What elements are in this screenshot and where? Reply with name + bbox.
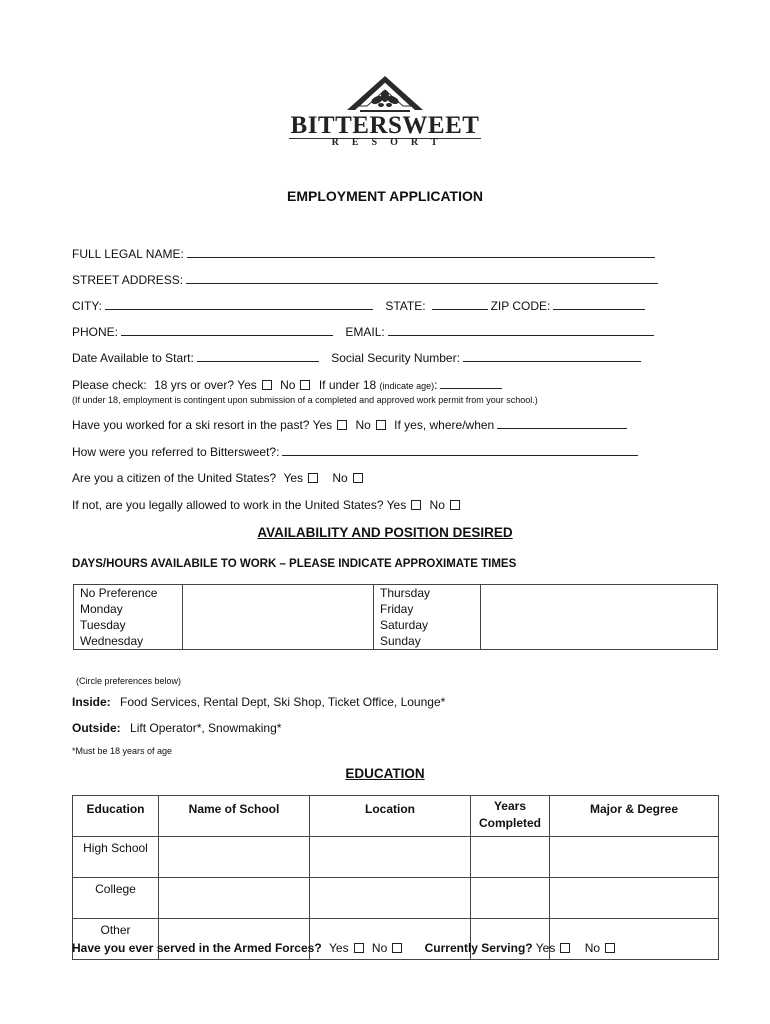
table-row [73, 837, 719, 878]
column-header: Education [73, 796, 159, 837]
full-name-label: FULL LEGAL NAME: [72, 247, 184, 261]
where-when-field[interactable] [497, 417, 627, 429]
mountain-leaf-icon [285, 74, 485, 114]
currently-serving-label: Currently Serving? [424, 941, 533, 955]
resort-logo [285, 74, 485, 154]
serving-yes-label: Yes [535, 941, 556, 955]
day-label: Friday [374, 601, 481, 617]
day-time-cell[interactable] [183, 585, 374, 602]
phone-label: PHONE: [72, 325, 119, 339]
ski-resort-no-label: No [355, 418, 371, 432]
city-field[interactable] [105, 298, 373, 310]
major-cell[interactable] [550, 837, 719, 878]
column-header: Years Completed [471, 796, 550, 837]
location-cell[interactable] [310, 878, 471, 919]
citizen-label: Are you a citizen of the United States? [72, 471, 277, 485]
school-name-cell[interactable] [159, 837, 310, 878]
education-table [72, 795, 719, 960]
day-label: Wednesday [74, 633, 183, 650]
years-cell[interactable] [471, 878, 550, 919]
column-header: Location [310, 796, 471, 837]
serving-no-checkbox[interactable] [605, 943, 615, 953]
years-cell[interactable] [471, 837, 550, 878]
table-row [73, 878, 719, 919]
date-available-label: Date Available to Start: [72, 351, 194, 365]
education-level: High School [73, 837, 159, 878]
age-row: Please check: 18 yrs or over? Yes No If under 18 (indicate age): [72, 377, 505, 392]
armed-forces-yes-checkbox[interactable] [354, 943, 364, 953]
military-row [72, 941, 620, 955]
referred-row [72, 444, 641, 459]
inside-row [72, 695, 445, 709]
days-heading: DAYS/HOURS AVAILABILE TO WORK – PLEASE INDICATE APPROXIMATE TIMES [72, 558, 517, 570]
city-label: CITY: [72, 299, 103, 313]
zip-field[interactable] [553, 298, 645, 310]
full-name-row [72, 246, 658, 261]
armed-forces-no-checkbox[interactable] [392, 943, 402, 953]
day-label: Sunday [374, 633, 481, 650]
ski-resort-yes-checkbox[interactable] [337, 420, 347, 430]
day-time-cell[interactable] [481, 601, 718, 617]
legal-work-label: If not, are you legally allowed to work in the United States? Yes [72, 498, 407, 512]
availability-row [74, 617, 718, 633]
phone-field[interactable] [121, 324, 333, 336]
legal-work-no-label: No [429, 498, 445, 512]
age-18-label: 18 yrs or over? Yes [154, 378, 257, 392]
major-cell[interactable] [550, 878, 719, 919]
citizen-no-label: No [332, 471, 348, 485]
age-18-no-label: No [280, 378, 296, 392]
phone-row [72, 324, 657, 339]
day-time-cell[interactable] [183, 601, 374, 617]
city-row [72, 298, 648, 313]
day-time-cell[interactable] [183, 617, 374, 633]
day-time-cell[interactable] [481, 633, 718, 650]
column-header: Name of School [159, 796, 310, 837]
logo-subtitle: RESORT [331, 137, 451, 148]
street-field[interactable] [186, 272, 658, 284]
street-label: STREET ADDRESS: [72, 273, 184, 287]
day-label: Tuesday [74, 617, 183, 633]
ssn-field[interactable] [463, 350, 641, 362]
school-name-cell[interactable] [159, 878, 310, 919]
outside-positions[interactable]: Lift Operator*, Snowmaking* [130, 721, 282, 735]
if-yes-label: If yes, where/when [394, 418, 495, 432]
education-level: College [73, 878, 159, 919]
referred-label: How were you referred to Bittersweet?: [72, 445, 280, 459]
day-time-cell[interactable] [481, 585, 718, 602]
day-label: Thursday [374, 585, 481, 602]
serving-yes-checkbox[interactable] [560, 943, 570, 953]
citizen-yes-checkbox[interactable] [308, 473, 318, 483]
education-level: Other [73, 919, 159, 960]
outside-row [72, 721, 281, 735]
day-time-cell[interactable] [183, 633, 374, 650]
date-row [72, 350, 644, 365]
inside-positions[interactable]: Food Services, Rental Dept, Ski Shop, Ticket Office, Lounge* [120, 695, 446, 709]
day-label: Saturday [374, 617, 481, 633]
legal-work-no-checkbox[interactable] [450, 500, 460, 510]
state-label: STATE: [385, 299, 426, 313]
location-cell[interactable] [310, 837, 471, 878]
armed-forces-yes-label: Yes [329, 941, 349, 955]
date-available-field[interactable] [197, 350, 319, 362]
ssn-label: Social Security Number: [331, 351, 460, 365]
email-field[interactable] [388, 324, 654, 336]
legal-work-row [72, 498, 465, 512]
ski-resort-no-checkbox[interactable] [376, 420, 386, 430]
state-field[interactable] [432, 298, 488, 310]
age-18-yes-checkbox[interactable] [262, 380, 272, 390]
availability-row [74, 585, 718, 602]
email-label: EMAIL: [345, 325, 385, 339]
armed-forces-no-label: No [371, 941, 388, 955]
referred-field[interactable] [282, 444, 638, 456]
availability-table [73, 584, 718, 650]
under-18-label: If under 18 [318, 378, 377, 392]
ski-resort-row [72, 417, 630, 432]
please-check-label: Please check: [72, 378, 147, 392]
legal-work-yes-checkbox[interactable] [411, 500, 421, 510]
ski-resort-label: Have you worked for a ski resort in the past? Yes [72, 418, 333, 432]
education-header-row [73, 796, 719, 837]
inside-label: Inside: [72, 695, 111, 709]
citizen-no-checkbox[interactable] [353, 473, 363, 483]
street-row [72, 272, 661, 287]
education-heading: EDUCATION [345, 766, 425, 781]
page-title: EMPLOYMENT APPLICATION [287, 188, 483, 204]
day-label: No Preference [74, 585, 183, 602]
under-18-note: (If under 18, employment is contingent upon submission of a completed and approved work permit from your school.) [72, 395, 538, 405]
zip-label: ZIP CODE: [490, 299, 551, 313]
day-time-cell[interactable] [481, 617, 718, 633]
age-field[interactable] [440, 377, 502, 389]
full-name-field[interactable] [187, 246, 655, 258]
indicate-age-label: (indicate age) [379, 381, 435, 391]
citizen-yes-label: Yes [283, 471, 304, 485]
day-label: Monday [74, 601, 183, 617]
age-18-no-checkbox[interactable] [300, 380, 310, 390]
circle-note: (Circle preferences below) [76, 676, 182, 686]
column-header: Major & Degree [550, 796, 719, 837]
age-requirement-note: *Must be 18 years of age [72, 746, 173, 756]
availability-heading: AVAILABILITY AND POSITION DESIRED [257, 525, 513, 540]
availability-row [74, 633, 718, 650]
logo-wordmark: BITTERSWEET [290, 112, 480, 139]
serving-no-label: No [584, 941, 601, 955]
armed-forces-label: Have you ever served in the Armed Forces? [72, 941, 322, 955]
availability-row [74, 601, 718, 617]
outside-label: Outside: [72, 721, 121, 735]
citizen-row [72, 471, 368, 485]
